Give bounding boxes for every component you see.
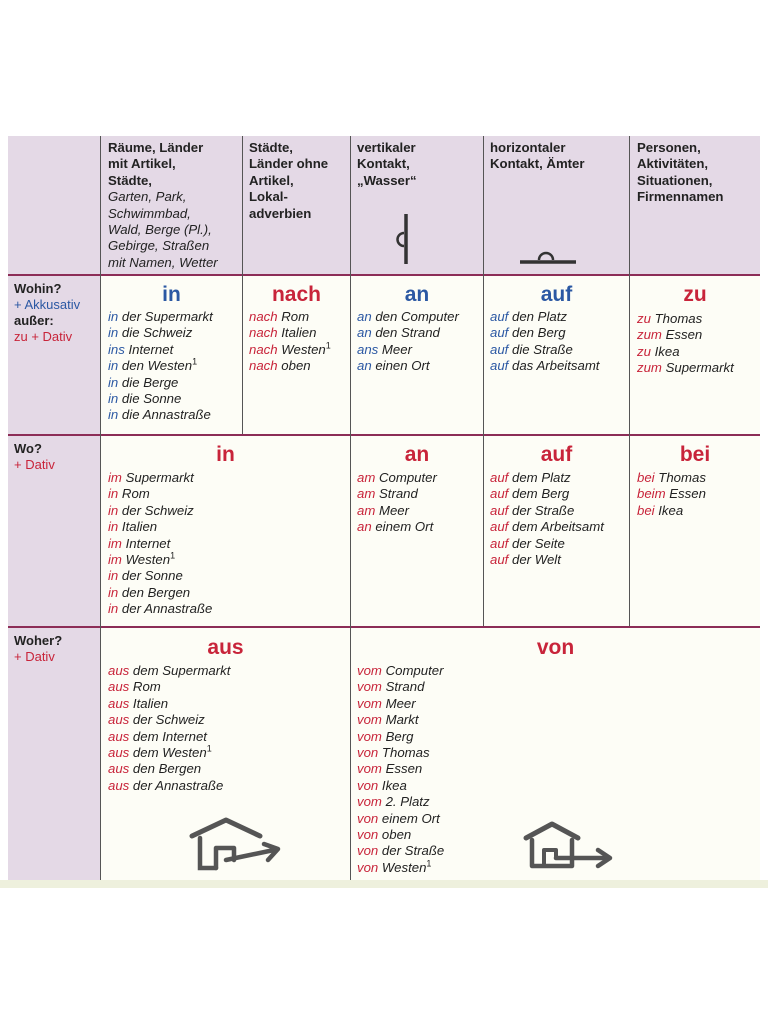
example-item <box>490 309 599 325</box>
example-item <box>108 519 212 535</box>
example-text: Westen <box>121 552 171 568</box>
case-label: + Akkusativ <box>14 297 81 312</box>
example-text: Berg <box>381 728 414 744</box>
example-item <box>108 663 230 679</box>
example-list <box>357 663 444 876</box>
header-col1 <box>108 140 240 271</box>
example-item <box>357 794 444 810</box>
preposition: vom <box>357 761 382 777</box>
example-item <box>637 311 734 327</box>
preposition: in <box>108 519 119 535</box>
example-text: Italien <box>118 519 158 535</box>
row-divider <box>8 626 760 628</box>
example-item <box>357 745 444 761</box>
preposition: in <box>108 358 119 374</box>
example-text: der Schweiz <box>118 502 194 518</box>
preposition: im <box>108 470 122 485</box>
example-text: die Annastraße <box>118 407 211 423</box>
example-item <box>108 745 230 761</box>
example-item <box>249 358 331 374</box>
row-label-woher <box>14 633 100 665</box>
example-item <box>637 327 734 343</box>
example-item <box>108 601 212 617</box>
preposition: auf <box>490 486 509 502</box>
preposition: an <box>357 519 372 535</box>
header-text: Aktivitäten, <box>637 156 709 172</box>
example-item <box>637 344 734 360</box>
preposition: aus <box>108 728 130 744</box>
example-list <box>490 470 604 568</box>
preposition: nach <box>249 358 278 374</box>
preposition: auf <box>490 325 509 341</box>
example-list <box>357 470 437 536</box>
example-text: oben <box>378 827 412 843</box>
example-text: Internet <box>124 341 174 357</box>
example-item <box>357 843 444 859</box>
example-item <box>357 729 444 745</box>
example-item <box>490 486 604 502</box>
example-text: Strand <box>375 486 418 502</box>
example-text: einem Ort <box>378 810 440 826</box>
example-text: Thomas <box>650 311 703 326</box>
example-text: den Westen <box>118 358 193 374</box>
preposition: aus <box>108 663 130 678</box>
header-text: adverbien <box>249 205 312 221</box>
preposition: auf <box>490 535 509 551</box>
preposition: in <box>108 568 119 584</box>
example-text: Westen <box>378 859 427 875</box>
example-text: der Sonne <box>118 568 183 584</box>
example-list <box>637 311 734 377</box>
row-divider <box>8 434 760 436</box>
header-col5 <box>637 140 757 206</box>
example-list <box>490 309 599 375</box>
example-item <box>357 827 444 843</box>
prep-heading: an <box>404 283 430 306</box>
preposition: von <box>357 810 379 826</box>
case-label: zu + Dativ <box>14 329 73 344</box>
preposition: bei <box>637 502 655 518</box>
preposition: in <box>108 601 119 617</box>
example-text: oben <box>277 358 311 374</box>
example-item <box>108 585 212 601</box>
row-divider <box>8 274 760 276</box>
row-label-wohin <box>14 281 100 345</box>
example-text: Thomas <box>654 470 706 485</box>
example-item <box>108 309 213 325</box>
preposition: aus <box>108 777 130 793</box>
example-item <box>490 325 599 341</box>
preposition: nach <box>249 325 278 341</box>
preposition: am <box>357 486 376 502</box>
header-text: Kontakt, Ämter <box>490 156 585 172</box>
example-item <box>357 309 459 325</box>
example-list <box>357 309 459 375</box>
example-item <box>249 309 331 325</box>
bottom-strip <box>0 880 768 888</box>
example-text: die Schweiz <box>118 325 193 341</box>
col-divider <box>629 136 630 626</box>
example-item <box>490 358 599 374</box>
header-text: horizontaler <box>490 140 566 155</box>
example-text: Meer <box>378 341 412 357</box>
example-text: die Straße <box>508 341 573 357</box>
example-text: Rom <box>277 309 310 324</box>
house-out-icon <box>186 816 286 874</box>
preposition: bei <box>637 470 655 485</box>
prep-heading: auf <box>540 283 573 306</box>
except-label: außer: <box>14 313 54 328</box>
vertical-contact-icon <box>388 214 418 266</box>
preposition: von <box>357 777 379 793</box>
header-text: Wald, Berge (Pl.), <box>108 222 212 238</box>
example-text: dem Arbeitsamt <box>508 519 604 535</box>
example-item <box>357 342 459 358</box>
example-text: den Bergen <box>129 761 202 777</box>
preposition: in <box>108 374 119 390</box>
preposition: in <box>108 309 119 324</box>
preposition: ins <box>108 341 125 357</box>
example-item <box>108 503 212 519</box>
example-item <box>108 712 230 728</box>
prep-heading: an <box>404 443 430 466</box>
example-text: der Schweiz <box>129 712 205 728</box>
preposition: vom <box>357 712 382 728</box>
header-text: vertikaler <box>357 140 416 155</box>
header-text: mit Artikel, <box>108 156 176 172</box>
example-item <box>357 860 444 876</box>
example-text: Meer <box>375 502 410 518</box>
preposition: in <box>108 486 119 502</box>
preposition: zu <box>637 343 651 359</box>
example-item <box>357 470 437 486</box>
example-text: Supermarkt <box>661 360 734 376</box>
preposition: von <box>357 827 379 843</box>
case-label: + Dativ <box>14 457 55 472</box>
example-text: den Computer <box>371 309 459 324</box>
preposition: von <box>357 859 379 875</box>
prep-heading: in <box>162 283 181 306</box>
example-text: Essen <box>381 761 423 777</box>
example-item <box>490 552 604 568</box>
preposition: aus <box>108 745 130 761</box>
example-item <box>108 761 230 777</box>
preposition: an <box>357 358 372 374</box>
col-divider <box>350 136 351 884</box>
example-item <box>357 811 444 827</box>
prep-heading: nach <box>271 283 321 306</box>
example-item <box>108 342 213 358</box>
example-text: Thomas <box>378 745 430 761</box>
preposition: vom <box>357 728 382 744</box>
col-divider <box>483 136 484 626</box>
example-text: den Platz <box>508 309 567 324</box>
preposition: ans <box>357 341 379 357</box>
header-text: Lokal- <box>249 189 288 205</box>
header-text: Städte, <box>249 140 293 155</box>
horizontal-contact-icon <box>518 240 578 266</box>
example-text: der Straße <box>378 843 445 859</box>
example-item <box>357 712 444 728</box>
example-text: dem Platz <box>508 470 571 485</box>
example-item <box>357 696 444 712</box>
example-item <box>108 696 230 712</box>
example-item <box>108 391 213 407</box>
example-text: der Annastraße <box>129 777 224 793</box>
example-text: Internet <box>121 535 171 551</box>
preposition: nach <box>249 309 278 324</box>
footnote-marker: 1 <box>426 858 432 869</box>
example-text: einem Ort <box>371 519 434 535</box>
example-text: Computer <box>375 470 437 485</box>
preposition: in <box>108 407 119 423</box>
preposition: im <box>108 552 122 568</box>
example-list <box>637 470 706 519</box>
example-item <box>108 358 213 374</box>
preposition: auf <box>490 341 509 357</box>
preposition: in <box>108 502 119 518</box>
question-woher: Woher? <box>14 633 63 648</box>
question-wo: Wo? <box>14 441 42 456</box>
example-item <box>108 486 212 502</box>
preposition: auf <box>490 519 509 535</box>
preposition: von <box>357 745 379 761</box>
example-text: Supermarkt <box>121 470 194 485</box>
example-text: Ikea <box>654 502 684 518</box>
preposition: zu <box>637 311 651 326</box>
example-text: Rom <box>118 486 150 502</box>
example-list <box>108 470 212 618</box>
example-item <box>490 342 599 358</box>
example-item <box>108 729 230 745</box>
preposition: aus <box>108 695 130 711</box>
example-text: Ikea <box>378 777 407 793</box>
example-text: der Supermarkt <box>118 309 213 324</box>
example-text: den Berg <box>508 325 566 341</box>
row-label-wo <box>14 441 100 473</box>
preposition: in <box>108 584 119 600</box>
example-text: die Berge <box>118 374 179 390</box>
example-text: 2. Platz <box>381 794 430 810</box>
header-text: Länder ohne <box>249 156 329 172</box>
header-text: Gebirge, Straßen <box>108 238 210 254</box>
example-item <box>108 325 213 341</box>
header-col4 <box>490 140 628 173</box>
prep-heading: auf <box>540 443 573 466</box>
preposition: an <box>357 325 372 341</box>
house-arrow-icon <box>520 820 620 872</box>
question-wohin: Wohin? <box>14 281 62 296</box>
preposition: in <box>108 391 119 407</box>
footnote-marker: 1 <box>206 743 212 754</box>
label-column-background <box>8 275 100 884</box>
preposition: vom <box>357 663 382 678</box>
example-item <box>108 552 212 568</box>
example-item <box>357 519 437 535</box>
preposition: am <box>357 502 376 518</box>
preposition: von <box>357 843 379 859</box>
preposition: auf <box>490 552 509 568</box>
header-col2 <box>249 140 349 222</box>
example-item <box>108 679 230 695</box>
example-text: Meer <box>381 695 416 711</box>
example-item <box>357 503 437 519</box>
example-item <box>637 360 734 376</box>
example-item <box>108 536 212 552</box>
example-item <box>249 342 331 358</box>
header-text: Schwimmbad, <box>108 205 191 221</box>
example-text: Markt <box>381 712 419 728</box>
example-item <box>108 778 230 794</box>
preposition: aus <box>108 761 130 777</box>
preposition: auf <box>490 502 509 518</box>
footnote-marker: 1 <box>192 356 198 367</box>
preposition: beim <box>637 486 666 502</box>
example-item <box>357 761 444 777</box>
example-text: einen Ort <box>371 358 430 374</box>
footnote-marker: 1 <box>325 340 331 351</box>
footnote-marker: 1 <box>170 550 176 561</box>
example-text: Italien <box>277 325 317 341</box>
example-text: den Bergen <box>118 584 191 600</box>
header-col3 <box>357 140 477 189</box>
prepositions-table <box>8 136 760 884</box>
prep-heading: von <box>536 636 575 659</box>
example-text: der Straße <box>508 502 575 518</box>
example-text: dem Internet <box>129 728 207 744</box>
example-item <box>637 503 706 519</box>
header-text: Garten, Park, <box>108 189 187 205</box>
example-text: der Welt <box>508 552 561 568</box>
preposition: zum <box>637 327 662 343</box>
preposition: am <box>357 470 376 485</box>
example-text: die Sonne <box>118 391 182 407</box>
example-text: Rom <box>129 679 161 695</box>
example-item <box>637 486 706 502</box>
example-text: dem Supermarkt <box>129 663 231 678</box>
example-text: das Arbeitsamt <box>508 358 600 374</box>
example-text: Italien <box>129 695 169 711</box>
preposition: vom <box>357 695 382 711</box>
header-text: Personen, <box>637 140 701 155</box>
example-item <box>357 778 444 794</box>
prep-heading: in <box>216 443 235 466</box>
preposition: zum <box>637 360 662 376</box>
example-item <box>490 503 604 519</box>
header-text: Firmennamen <box>637 189 724 205</box>
header-text: „Wasser“ <box>357 172 417 188</box>
example-item <box>637 470 706 486</box>
preposition: an <box>357 309 372 324</box>
preposition: vom <box>357 794 382 810</box>
header-text: Kontakt, <box>357 156 410 172</box>
preposition: auf <box>490 358 509 374</box>
case-label: + Dativ <box>14 649 55 664</box>
example-item <box>357 325 459 341</box>
header-text: Artikel, <box>249 172 294 188</box>
example-text: Essen <box>661 327 703 343</box>
preposition: vom <box>357 679 382 695</box>
preposition: in <box>108 325 119 341</box>
preposition: auf <box>490 309 509 324</box>
example-text: Ikea <box>650 343 680 359</box>
example-item <box>108 470 212 486</box>
example-list <box>108 663 230 794</box>
header-text: Situationen, <box>637 172 713 188</box>
example-text: Computer <box>381 663 444 678</box>
example-item <box>108 568 212 584</box>
example-text: dem Berg <box>508 486 570 502</box>
example-item <box>108 375 213 391</box>
preposition: aus <box>108 712 130 728</box>
example-text: den Strand <box>371 325 440 341</box>
header-text: Städte, <box>108 172 152 188</box>
header-text: mit Namen, Wetter <box>108 254 218 270</box>
example-item <box>249 325 331 341</box>
prep-heading: bei <box>679 443 711 466</box>
header-text: Räume, Länder <box>108 140 204 155</box>
prep-heading: aus <box>207 636 244 659</box>
preposition: aus <box>108 679 130 695</box>
prep-heading: zu <box>683 283 707 306</box>
example-list <box>249 309 331 375</box>
col-divider <box>100 136 101 884</box>
example-item <box>108 407 213 423</box>
example-item <box>357 358 459 374</box>
preposition: nach <box>249 341 278 357</box>
example-item <box>490 536 604 552</box>
example-text: der Seite <box>508 535 565 551</box>
example-item <box>357 486 437 502</box>
example-item <box>490 470 604 486</box>
preposition: auf <box>490 470 509 485</box>
example-item <box>490 519 604 535</box>
example-item <box>357 679 444 695</box>
example-text: Westen <box>277 341 326 357</box>
example-item <box>357 663 444 679</box>
example-text: dem Westen <box>129 745 207 761</box>
example-text: Essen <box>665 486 706 502</box>
example-text: der Annastraße <box>118 601 213 617</box>
example-text: Strand <box>381 679 425 695</box>
example-list <box>108 309 213 424</box>
preposition: im <box>108 535 122 551</box>
